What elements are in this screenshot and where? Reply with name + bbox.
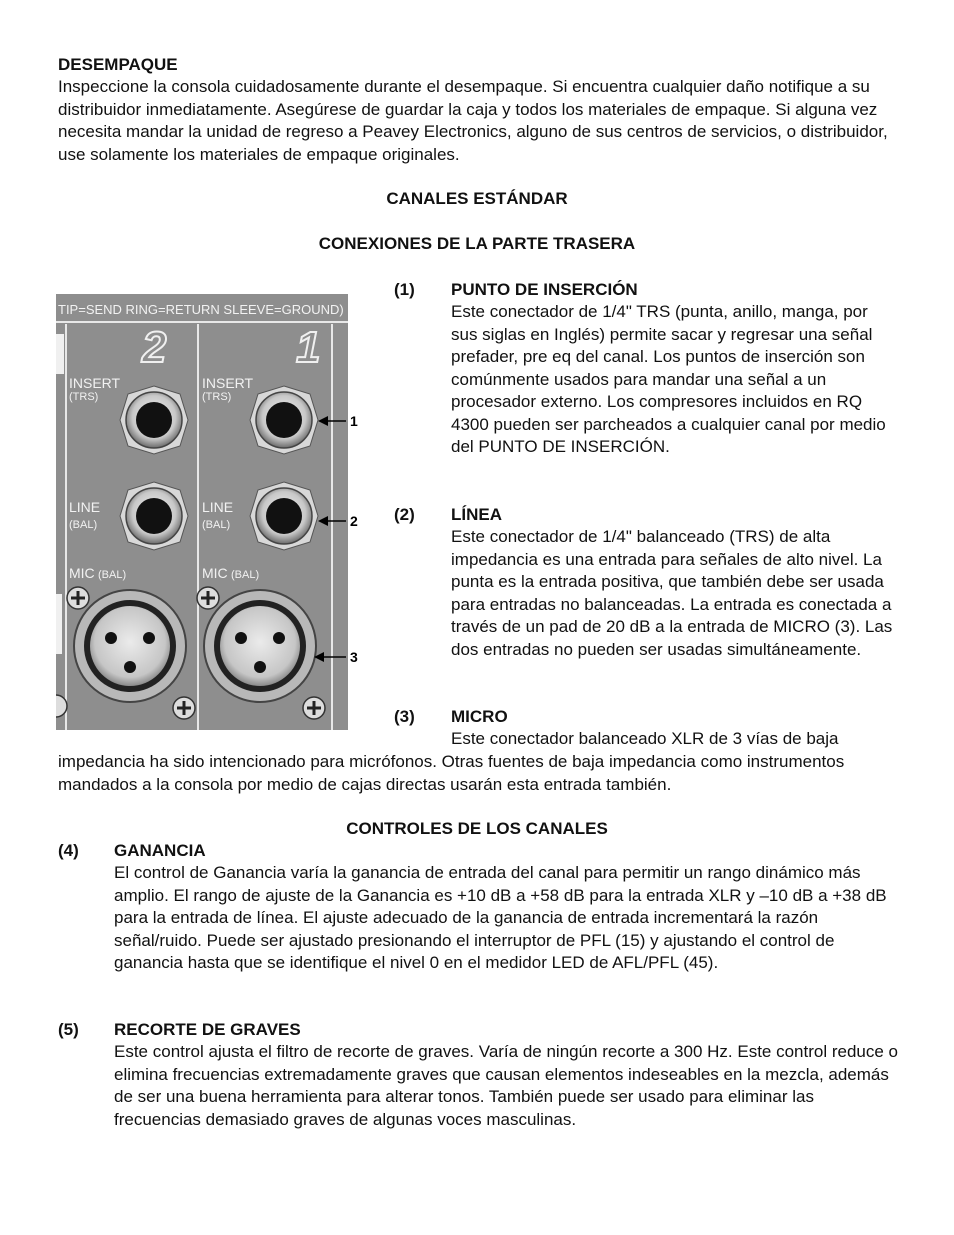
- callout-3: 3: [350, 649, 358, 665]
- item-title: PUNTO DE INSERCIÓN: [451, 280, 638, 299]
- rear-panel-figure: [56, 294, 366, 736]
- bal-label: (BAL): [69, 519, 98, 531]
- unpack-text: Inspeccione la consola cuidadosamente durante el desempaque. Si encuentra cualquier daño notifique a su distribuidor inmediatamente. Asegúrese de guardar la caja y todos los materiales de empaque. Si alguna vez necesita mandar la unidad de regreso a Peavey Electronics, alguno de sus centros de servicios, o distribuidor, use solamente los materiales de empaque originales.: [58, 77, 888, 164]
- unpack-heading: DESEMPAQUE: [58, 55, 178, 74]
- insert-label: INSERT: [69, 375, 121, 391]
- line-label: LINE: [69, 499, 101, 515]
- item-title: LÍNEA: [451, 505, 502, 524]
- control-title: RECORTE DE GRAVES: [114, 1020, 301, 1039]
- bal-label: (BAL): [202, 519, 231, 531]
- item-text: Este conectador balanceado XLR de 3 vías de baja: [451, 729, 839, 748]
- line-jack-ch2: [120, 482, 188, 550]
- control-number: (5): [58, 1020, 79, 1039]
- callout-1: 1: [350, 413, 358, 429]
- item-text: Este conectador de 1/4" balanceado (TRS) de alta impedancia es una entrada para señales de alto nivel. La punta es la entrada positiva, que también debe ser usada para entradas no balanceadas. La entrada es conectada a través de un pad de 20 dB a la entrada de MICRO (3). Las dos entradas no pueden ser usadas simultáneamente.: [451, 527, 893, 659]
- item-text-continued: impedancia ha sido intencionado para micrófonos. Otras fuentes de baja impedancia como instrumentos mandados a la consola por medio de cajas directas usarán esta entrada también.: [58, 752, 845, 794]
- partial-connector: [56, 594, 62, 654]
- callout-2: 2: [350, 513, 358, 529]
- mic-bal-label: (BAL): [98, 569, 127, 581]
- line-label: LINE: [202, 499, 234, 515]
- mic-label: MIC: [69, 565, 95, 581]
- section-standard-channels: CANALES ESTÁNDAR: [386, 189, 568, 208]
- section-rear-connections: CONEXIONES DE LA PARTE TRASERA: [318, 234, 636, 253]
- item-title: MICRO: [451, 707, 508, 726]
- insert-jack-ch1: [250, 386, 318, 454]
- trs-label: (TRS): [202, 391, 232, 403]
- channel-2-number: 2: [142, 323, 167, 372]
- control-text: Este control ajusta el filtro de recorte de graves. Varía de ningún recorte a 300 Hz. Este control reduce o elimina frecuencias extremadamente graves que causan elementos indeseables en la mezcla, además de ser una buena herramienta para alterar tonos. También puede ser usado para eliminar las frecuencias demasiado graves de algunas voces masculinas.: [114, 1042, 899, 1129]
- section-channel-controls: CONTROLES DE LOS CANALES: [346, 819, 608, 838]
- control-title: GANANCIA: [114, 841, 206, 860]
- control-number: (4): [58, 841, 79, 860]
- item-number: (2): [394, 505, 415, 524]
- item-number: (3): [394, 707, 415, 726]
- item-number: (1): [394, 280, 415, 299]
- insert-jack-ch2: [120, 386, 188, 454]
- partial-channel-number: [56, 334, 64, 374]
- item-text: Este conectador de 1/4" TRS (punta, anillo, manga, por sus siglas en Inglés) permite sacar y regresar una señal prefader, pre eq del canal. Los puntos de inserción son comúnmente usados para mandar una señal a un procesador externo. Los compresores incluidos en RQ 4300 pueden ser parcheados a cualquier canal por medio del PUNTO DE INSERCIÓN.: [451, 302, 886, 456]
- trs-label: (TRS): [69, 391, 99, 403]
- panel-header: TIP=SEND RING=RETURN SLEEVE=GROUND): [58, 302, 344, 317]
- mic-label: MIC: [202, 565, 228, 581]
- channel-1-number: 1: [296, 323, 321, 372]
- control-text: El control de Ganancia varía la ganancia de entrada del canal para permitir un rango dinámico más amplio. El rango de ajuste de la Ganancia es +10 dB a +58 dB para la entrada XLR y –10 dB a +38 dB para la entrada de línea. El ajuste adecuado de la ganancia de entrada incrementará la razón señal/ruido. Puede ser ajustado presionando el interruptor de PFL (15) y ajustando el control de ganancia hasta que se identifique el nivel 0 en el medidor LED de AFL/PFL (45).: [114, 863, 887, 972]
- mic-bal-label: (BAL): [231, 569, 260, 581]
- line-jack-ch1: [250, 482, 318, 550]
- insert-label: INSERT: [202, 375, 254, 391]
